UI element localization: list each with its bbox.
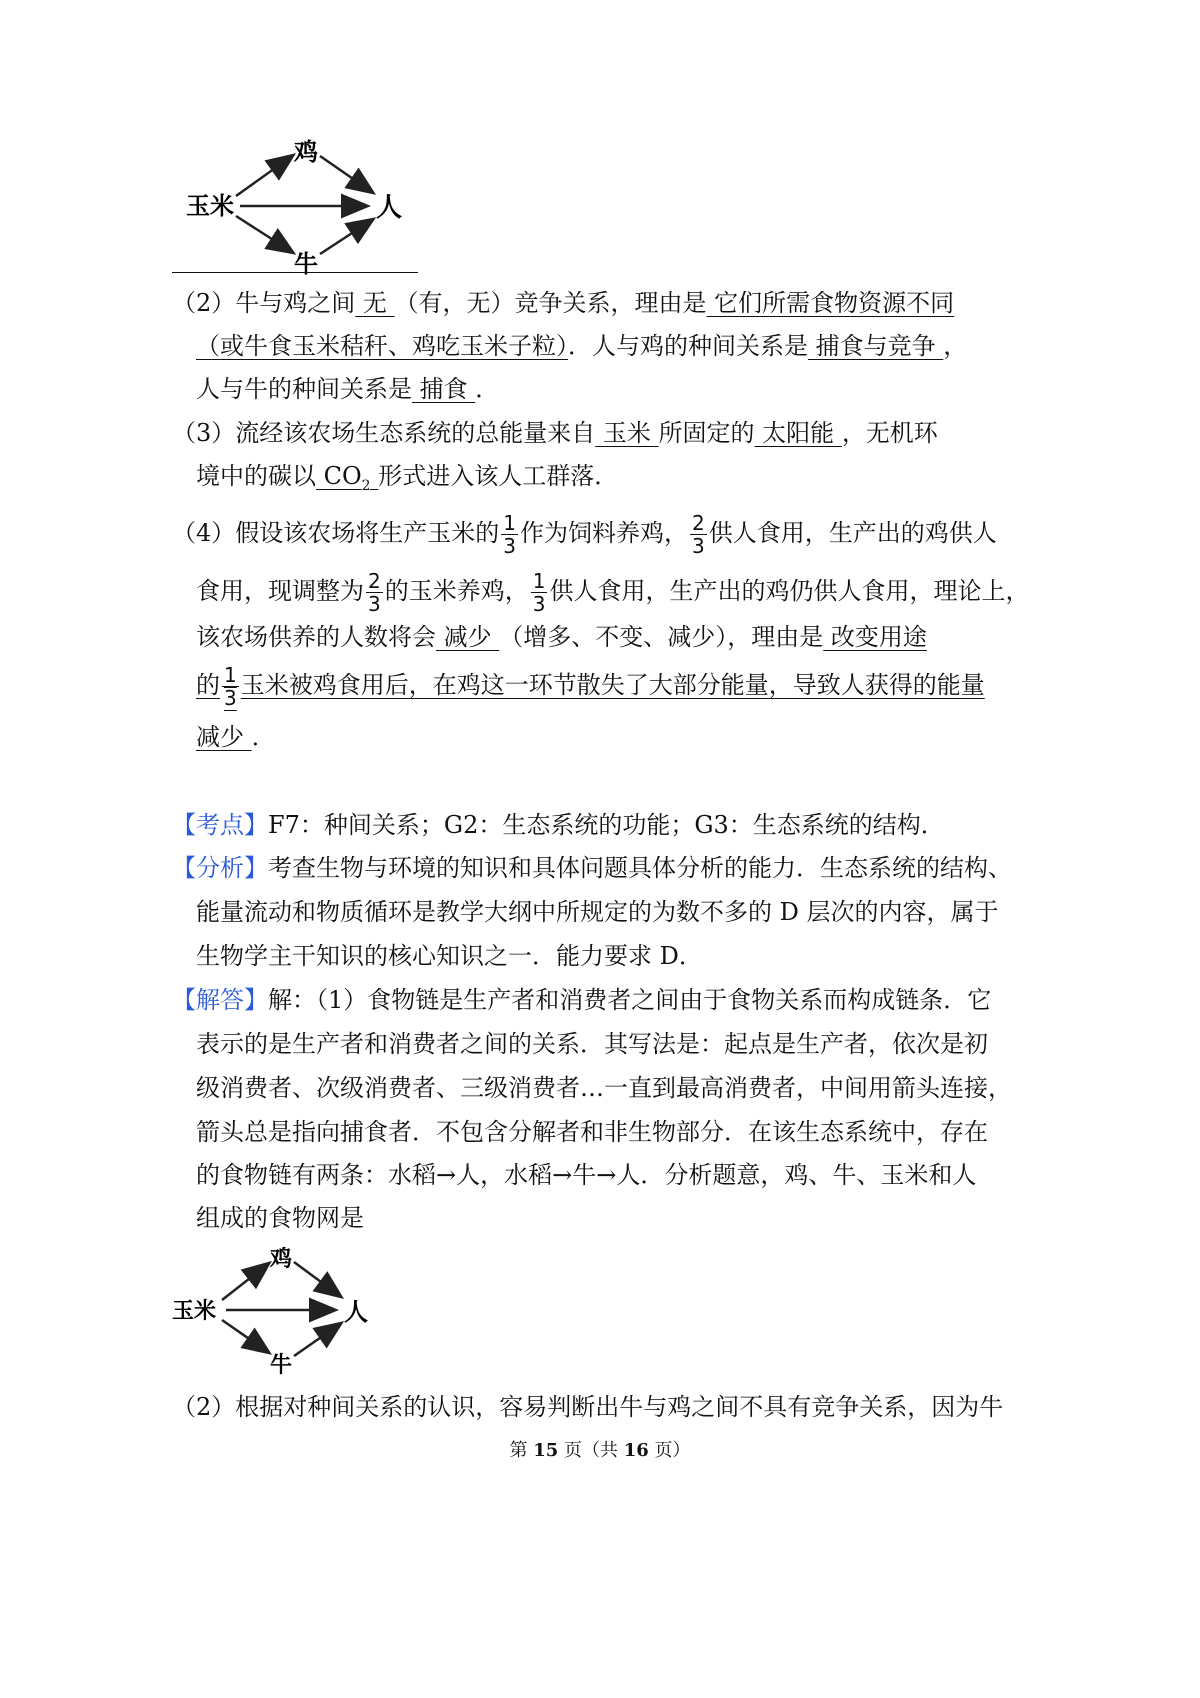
q4-line-3: 该农场供养的人数将会 减少 （增多、不变、减少），理由是 改变用途 — [196, 623, 927, 651]
food-web-diagram-top — [180, 130, 430, 280]
fraction-one-third: $\frac{1}{3}$ — [503, 511, 517, 558]
jieda-line-1: 【解答】解：（1）食物链是生产者和消费者之间由于食物关系而构成链条．它 — [172, 986, 992, 1014]
node-human: 人 — [376, 193, 403, 223]
food-web-diagram-bottom — [170, 1238, 390, 1378]
q4-line-5: 减少 ． — [196, 723, 276, 751]
page-total: 16 — [623, 1440, 649, 1461]
node-cow: 牛 — [294, 249, 318, 278]
q2-line-3: 人与牛的种间关系是 捕食 ． — [196, 375, 500, 403]
node-human: 人 — [344, 1297, 368, 1326]
q2-line-2: （或牛食玉米秸秆、鸡吃玉米子粒）．人与鸡的种间关系是 捕食与竞争 ， — [196, 332, 968, 360]
q4-line-4: 的 $\frac{1}{3}$ 玉米被鸡食用后，在鸡这一环节散失了大部分能量，导致人获得的能量 — [196, 663, 985, 710]
node-corn: 玉米 — [172, 1298, 217, 1324]
jieda-line-3: 级消费者、次级消费者、三级消费者…一直到最高消费者，中间用箭头连接， — [196, 1074, 1012, 1102]
kaodian-line: 【考点】F7：种间关系；G2：生态系统的功能；G3：生态系统的结构． — [172, 811, 945, 839]
diagram-answer-line — [172, 272, 418, 273]
fraction-two-thirds: $\frac{2}{3}$ — [368, 569, 381, 616]
node-chicken: 鸡 — [294, 137, 318, 166]
jieda-line-4: 箭头总是指向捕食者．不包含分解者和非生物部分．在该生态系统中，存在 — [196, 1118, 988, 1146]
fenxi-line-2: 能量流动和物质循环是教学大纲中所规定的为数不多的 D 层次的内容，属于 — [196, 898, 999, 926]
fenxi-tag: 【分析】 — [172, 854, 268, 882]
jieda-line-5: 的食物链有两条：水稻→人，水稻→牛→人．分析题意，鸡、牛、玉米和人 — [196, 1161, 977, 1189]
fraction-one-third: $\frac{1}{3}$ — [224, 663, 237, 710]
q3-line-1: （3）流经该农场生态系统的总能量来自 玉米 所固定的 太阳能 ，无机环 — [172, 419, 938, 447]
jieda-tag: 【解答】 — [172, 986, 268, 1014]
q4-line-1: （4）假设该农场将生产玉米的 $\frac{1}{3}$ 作为饲料养鸡， $\frac{2}{3}$ 供人食用，生产出的鸡供人 — [172, 511, 997, 558]
node-corn: 玉米 — [186, 191, 234, 220]
q3-line-2: 境中的碳以 $CO_2$ 形式进入该人工群落． — [196, 462, 619, 494]
node-cow: 牛 — [270, 1352, 293, 1378]
page-number: 15 — [533, 1440, 559, 1461]
q4-line-2: 食用，现调整为 $\frac{2}{3}$ 的玉米养鸡， $\frac{1}{3}$ 供人食用，生产出的鸡仍供人食用，理论上， — [196, 569, 1030, 616]
kaodian-tag: 【考点】 — [172, 811, 268, 839]
fraction-one-third: $\frac{1}{3}$ — [532, 569, 546, 616]
q2-line-1: （2）牛与鸡之间 无 （有，无）竞争关系，理由是 它们所需食物资源不同 — [172, 289, 955, 317]
fraction-two-thirds: $\frac{2}{3}$ — [692, 511, 705, 558]
node-chicken: 鸡 — [270, 1246, 293, 1272]
part2-answer-line: （2）根据对种间关系的认识，容易判断出牛与鸡之间不具有竞争关系，因为牛 — [172, 1393, 1004, 1421]
jieda-line-2: 表示的是生产者和消费者之间的关系．其写法是：起点是生产者，依次是初 — [196, 1030, 988, 1058]
fenxi-line-3: 生物学主干知识的核心知识之一．能力要求 D． — [196, 942, 703, 970]
jieda-line-6: 组成的食物网是 — [196, 1204, 364, 1232]
page-footer: 第 15 页（共 16 页） — [509, 1440, 691, 1461]
fenxi-line-1: 【分析】考查生物与环境的知识和具体问题具体分析的能力．生态系统的结构、 — [172, 854, 1012, 882]
